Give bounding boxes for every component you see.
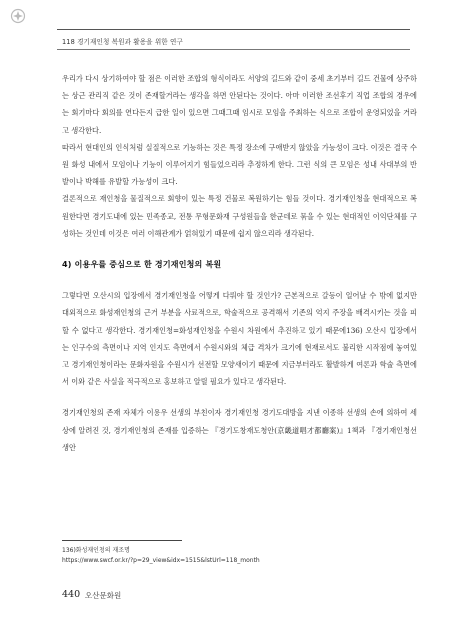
publisher-name: 오산문화원 xyxy=(85,591,122,600)
footnote-url: https://www.swcf.or.kr/?p=29_view&idx=1515&lstUrl=118_month xyxy=(62,557,260,564)
section-title: 4) 이용우를 중심으로 한 경기재인청의 복원 xyxy=(62,260,222,270)
paragraph: 그렇다면 오산시의 입장에서 경기재인청을 어떻게 다뤄야 할 것인가? 근본적으로 갈등이 일어날 수 밖에 없지만 대외적으로 화성재인청의 근거 부분을 사료적으로, 학술적으로 공격해서 기존의 억지 주장을 배격시키는 것을 피할 수 없다고 생각한다. 경기재인청=화성재인청을 수원시 차원에서 추진하고 있기 때문에136) 오산시 입장에서는 인구수의 측면이나 지역 인지도 측면에서 수원시와의 체급 격차가 크기에 현재로서도 불리한 시작점에 놓여있고 경기재인청이라는 문화자원을 수원시가 선전할 모양새이기 때문에 지금부터라도 활발하게 여론과 학술 측면에서 이와 같은 사실을 적극적으로 홍보하고 알릴 필요가 있다고 생각된다. xyxy=(62,291,417,387)
seal-emblem-icon xyxy=(10,8,26,24)
header-rule-bottom xyxy=(57,49,410,50)
footnote xyxy=(62,546,417,566)
paragraph: 경기재인청의 존재 자체가 이용우 선생의 부친이자 경기재인청 경기도대방을 지낸 이종하 선생의 손에 의하여 세상에 알려진 것, 경기재인청의 존재를 입증하는 『경기도창재도청안(京畿道唱才都廳案)』1책과 『경기재인청선생안 xyxy=(62,408,417,452)
paragraph: 따라서 현대인의 인식처럼 실질적으로 기능하는 것은 특정 장소에 구애받지 않았을 가능성이 크다. 이것은 결국 수원 화성 내에서 모임이나 기능이 이루어지기 힘들었으리라 추정하게 한다. 그런 식의 큰 모임은 성내 사대부의 반발이나 박해를 유발할 가능성이 크다. xyxy=(62,142,417,187)
header-rule-top xyxy=(57,29,410,30)
paragraph: 우리가 다시 상기하여야 할 점은 이러한 조합의 형식이라도 서양의 길드와 같이 중세 초기부터 길드 건물에 상주하는 상근 관리직 같은 것이 존재할거라는 생각을 하면 안된다는 것이다. 아마 이러한 조선후기 직업 조합의 경우에는 회기마다 회의를 연다든지 급한 일이 있으면 그때그때 임시로 모임을 주최하는 식으로 조합이 운영되었을 거라고 생각한다. xyxy=(62,74,417,135)
body-text xyxy=(62,70,417,470)
footnote-rule xyxy=(62,540,182,541)
page-number: 440 xyxy=(62,589,81,600)
footnote-title: 136)화성재인청의 재조명 xyxy=(62,547,130,554)
running-head: 118 경기재인청 복원과 활용을 위한 연구 xyxy=(62,38,183,46)
paragraph: 결론적으로 재인청을 물질적으로 회향이 있는 특정 건물로 복원하기는 힘들 것이다. 경기재인청을 현대적으로 복원한다면 경기도내에 있는 민족종교, 전통 무형문화재 구성원들을 한군데로 묶을 수 있는 현대적인 이익단체를 구성하는 것인데 이것은 여러 이해관계가 얽혀있기 때문에 쉽지 않으리라 생각된다. xyxy=(62,194,417,238)
